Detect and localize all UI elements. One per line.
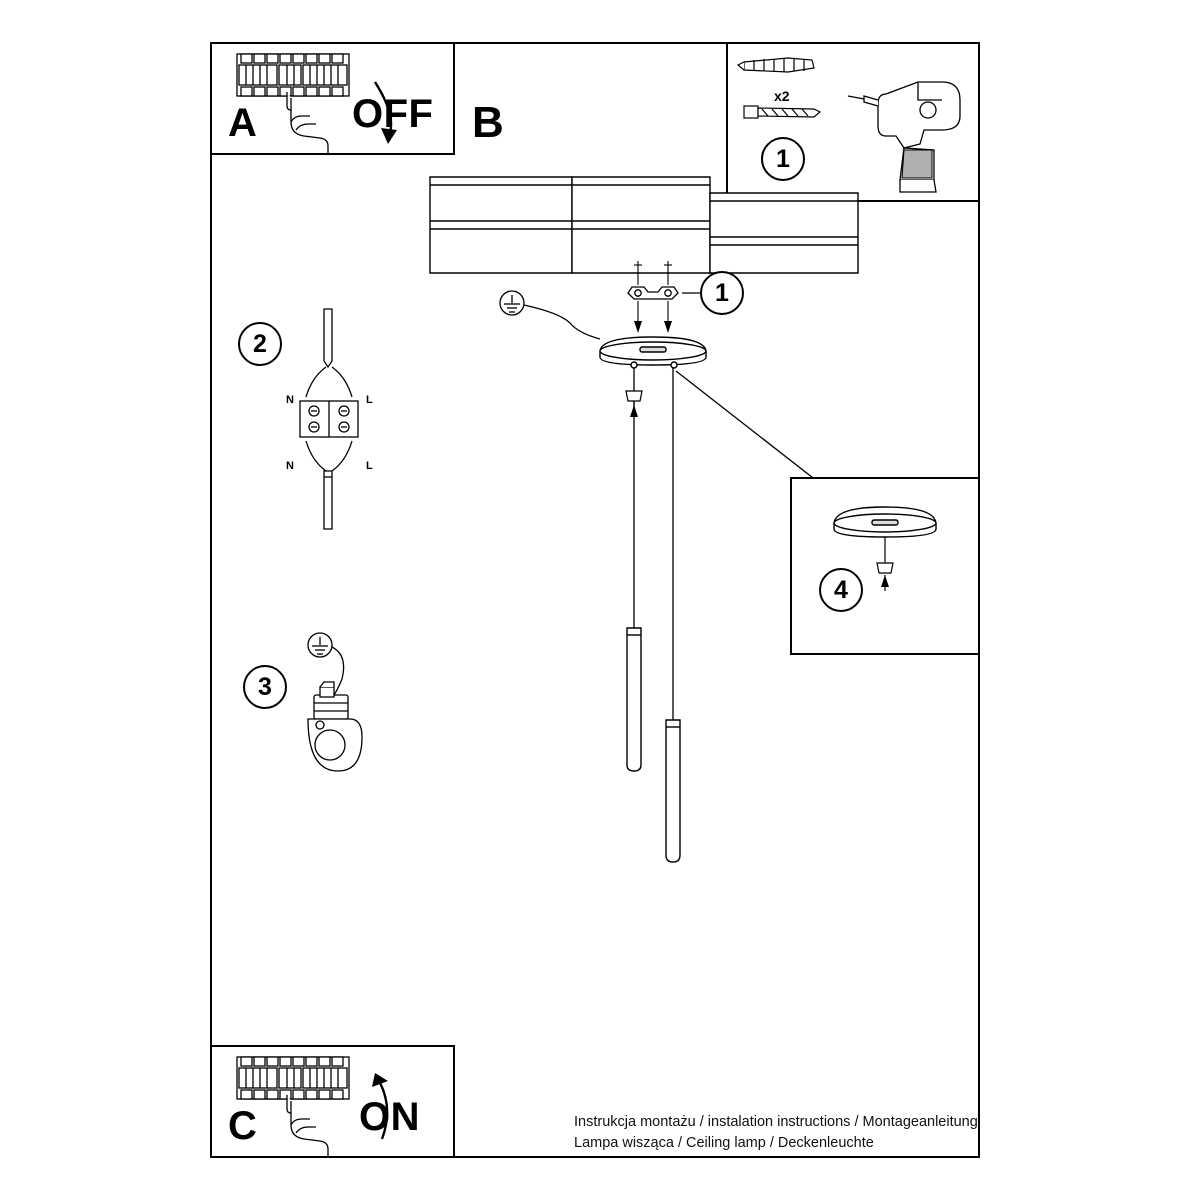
footer-line-2: Lampa wisząca / Ceiling lamp / Deckenleuchte [574, 1135, 874, 1152]
panel-b-letter: B [472, 98, 505, 147]
step-3-number-badge: 3 [243, 665, 287, 709]
panel-c-letter: C [228, 1104, 258, 1148]
panel-c-action-label: ON [359, 1095, 420, 1139]
panel-step-4 [790, 477, 980, 655]
step-1-quantity-label: x2 [774, 88, 790, 104]
panel-a [210, 42, 455, 155]
svg-text:L: L [366, 460, 373, 472]
step-4-number-badge: 4 [819, 568, 863, 612]
panel-a-action-label: OFF [352, 92, 434, 136]
panel-a-letter: A [228, 101, 258, 145]
step-1-number-badge: 1 [761, 137, 805, 181]
svg-text:L: L [366, 394, 373, 406]
earth-ground-connector-icon [290, 625, 390, 795]
footer-line-1: Instrukcja montażu / instalation instructions / Montageanleitung [574, 1114, 978, 1130]
svg-text:N: N [286, 394, 294, 406]
canopy-screw-detail-icon [792, 479, 978, 653]
step-2-number-badge: 2 [238, 322, 282, 366]
step-1-bracket-badge: 1 [700, 271, 744, 315]
footer-caption [574, 1112, 978, 1154]
svg-text:N: N [286, 460, 294, 472]
panel-c [210, 1045, 455, 1158]
terminal-block-icon [282, 305, 392, 535]
